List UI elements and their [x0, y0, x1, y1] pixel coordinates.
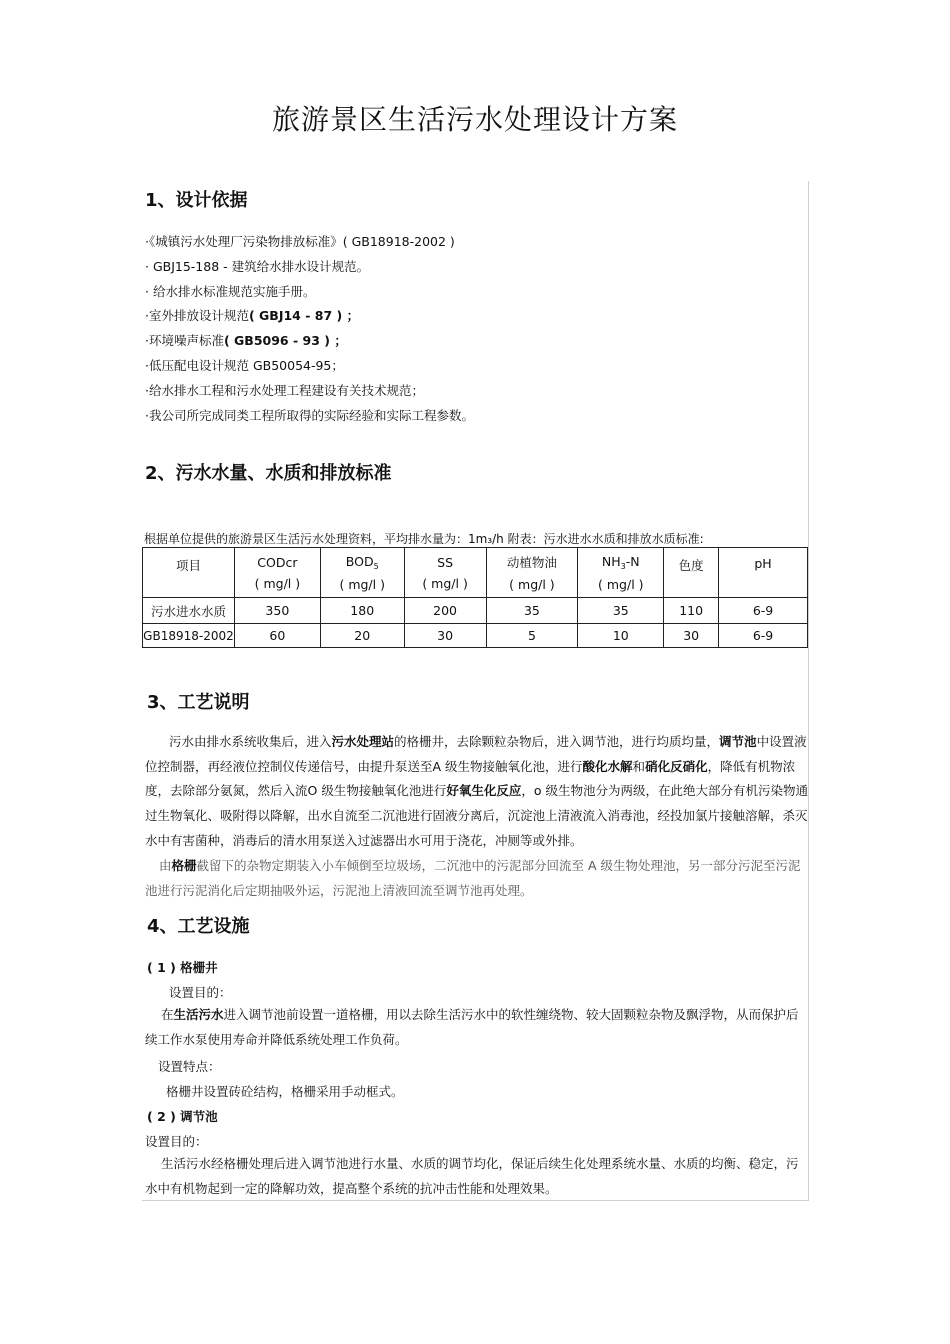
reference-item: ·给水排水工程和污水处理工程建设有关技术规范；	[145, 383, 424, 398]
section-heading-process: 3、工艺说明	[147, 692, 250, 713]
table-cell: 110	[664, 598, 719, 624]
table-cell: 20	[320, 624, 404, 648]
header-cell: 项目	[143, 548, 235, 598]
reference-item: ·低压配电设计规范 GB50054-95；	[145, 358, 344, 373]
facility-goal-text: 生活污水经格栅处理后进入调节池进行水量、水质的调节均化，保证后续生化处理系统水量、水质的均衡、稳定，污水中有机物起到一定的降解功效，提高整个系统的抗冲击性能和处理效果。	[145, 1156, 799, 1196]
header-cell: CODcr ( mg/l )	[234, 548, 320, 598]
reference-item: ·室外排放设计规范( GBJ14 - 87 ) ；	[145, 308, 360, 323]
table-cell: 35	[486, 598, 578, 624]
table-cell: 30	[664, 624, 719, 648]
reference-item: ·《城镇污水处理厂污染物排放标准》( GB18918-2002 )	[145, 234, 455, 249]
header-cell: pH	[719, 548, 808, 598]
water-quality-table	[142, 547, 808, 648]
facility-goal-text: 在生活污水进入调节池前设置一道格栅，用以去除生活污水中的软性缠绕物、较大固颗粒杂物及飘浮物，从而保护后续工作水泵使用寿命并降低系统处理工作负荷。	[145, 1007, 799, 1047]
document-title: 旅游景区生活污水处理设计方案	[271, 103, 678, 136]
table-cell: 180	[320, 598, 404, 624]
reference-item: · 给水排水标准规范实施手册。	[145, 284, 316, 299]
table-row	[143, 624, 808, 648]
table-cell: 6-9	[719, 624, 808, 648]
table-cell: 污水进水水质	[143, 598, 235, 624]
section-heading-basis: 1、设计依据	[145, 190, 248, 211]
table-cell: 35	[578, 598, 664, 624]
facility-goal-label: 设置目的：	[169, 985, 232, 1000]
table-header-row	[143, 548, 808, 598]
reference-item: ·我公司所完成同类工程所取得的实际经验和实际工程参数。	[145, 408, 474, 423]
reference-item: · GBJ15-188 - 建筑给水排水设计规范。	[145, 259, 370, 274]
process-paragraph: 污水由排水系统收集后，进入污水处理站的格栅井，去除颗粒杂物后，进入调节池，进行均质均量，调节池中设置液位控制器，再经液位控制仪传递信号，由提升泵送至A 级生物接触氧化池，进行酸化水解和硝化反硝化，降低有机物浓度，去除部分氨氮，然后入流O 级生物接触氧化池进行好氧生化反应，o 级生物池分为两级，在此绝大部分有机污染物通过生物氧化、吸附得以降解，出水自流至二沉池进行固液分离后，沉淀池上清液流入消毒池，经投加氯片接触溶解，杀灭水中有害菌种，消毒后的清水用泵送入过滤器出水可用于浇花，冲厕等或外排。	[145, 734, 808, 848]
table-cell: 10	[578, 624, 664, 648]
table-cell: 6-9	[719, 598, 808, 624]
table-row	[143, 598, 808, 624]
header-cell: 色度	[664, 548, 719, 598]
table-intro: 根据单位提供的旅游景区生活污水处理资料，平均排水量为：1m₃/h 附表：污水进水水质和排放水质标准:	[144, 532, 704, 546]
header-cell: SS ( mg/l )	[404, 548, 486, 598]
facility-title: ( 1 ) 格栅井	[147, 960, 218, 975]
table-cell: 5	[486, 624, 578, 648]
section-heading-facilities: 4、工艺设施	[147, 916, 250, 937]
facility-goal-label: 设置目的：	[145, 1134, 208, 1149]
table-cell: 60	[234, 624, 320, 648]
table-cell: 350	[234, 598, 320, 624]
header-cell: $BOD_5$ ( mg/l )	[320, 548, 404, 598]
header-cell: $NH_3-N$ ( mg/l )	[578, 548, 664, 598]
facility-feature-text: 格栅井设置砖砼结构，格栅采用手动框式。	[166, 1084, 404, 1099]
header-cell: 动植物油 ( mg/l )	[486, 548, 578, 598]
reference-item: ·环境噪声标准( GB5096 - 93 ) ；	[145, 333, 347, 348]
process-paragraph: 由格栅截留下的杂物定期装入小车倾倒至垃圾场，二沉池中的污泥部分回流至 A 级生物处理池，另一部分污泥至污泥池进行污泥消化后定期抽吸外运，污泥池上清液回流至调节池再处理。	[145, 858, 801, 898]
facility-title: ( 2 ) 调节池	[147, 1109, 218, 1124]
table-cell: 30	[404, 624, 486, 648]
table-cell: 200	[404, 598, 486, 624]
section-heading-water-quality: 2、污水水量、水质和排放标准	[145, 463, 392, 484]
table-cell: GB18918-2002	[143, 624, 235, 648]
facility-feature-label: 设置特点：	[158, 1059, 221, 1074]
